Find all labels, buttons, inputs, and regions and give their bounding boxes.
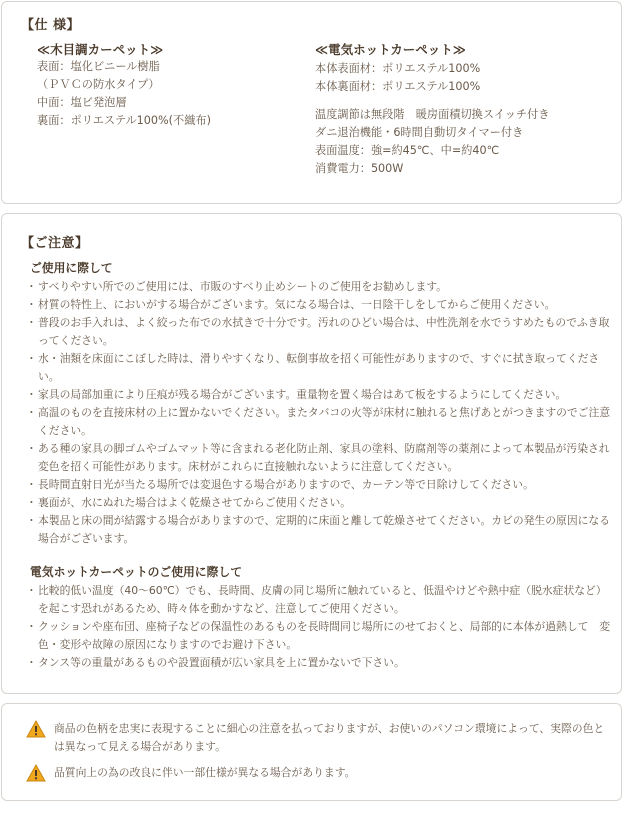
list-item: ・ 材質の特性上、においがする場合がございます。気になる場合は、一日陰干しをしてからご使用ください。 xyxy=(26,298,556,311)
list-item: ・ 本製品と床の間が結露する場合がありますので、定期的に床面と離して乾燥させてください。カビの発生の原因になる場合がございます。 xyxy=(26,514,611,545)
usage-notes-list xyxy=(26,278,616,548)
list-item: ・ 水・油類を床面にこぼした時は、滑りやすくなり、転倒事故を招く可能性がありますので、すぐに拭き取ってください。 xyxy=(26,352,600,383)
list-item: ・ 家具の局部加重により圧痕が残る場合がございます。重量物を置く場合はあて板をするようにしてください。 xyxy=(26,388,567,401)
spec-title: 【仕 様】 xyxy=(21,18,81,33)
spec-section xyxy=(1,1,622,204)
wood-spec-line: 中面：塩ビ発泡層 xyxy=(37,96,127,109)
hot-spec-line: 本体表面材：ポリエステル100% xyxy=(315,62,481,75)
spec-change-disclaimer-text: 品質向上の為の改良に伴い一部仕様が異なる場合があります。 xyxy=(54,766,356,779)
caution-title: 【ご注意】 xyxy=(21,236,89,251)
list-item: ・ ある種の家具の脚ゴムやゴムマット等に含まれる老化防止剤、家具の塗料、防腐剤等の薬剤によって本製品が汚染され変色を招く可能性があります。床材がこれらに直接触れないように注意してください。 xyxy=(26,442,610,473)
list-item: ・ 裏面が、水にぬれた場合はよく乾燥させてからご使用ください。 xyxy=(26,496,352,509)
list-item: ・ 長時間直射日光が当たる場所では変退色する場合がありますので、カーテン等で日除けしてください。 xyxy=(26,478,534,491)
wood-spec-line: 裏面：ポリエステル100%(不織布) xyxy=(37,114,211,127)
wood-spec-line: （ＰＶＣの防水タイプ） xyxy=(37,78,160,91)
caution-section xyxy=(1,213,622,694)
warning-icon xyxy=(26,720,46,738)
wood-carpet-title: ≪木目調カーペット≫ xyxy=(37,42,164,57)
list-item: ・ 比較的低い温度（40〜60℃）でも、長時間、皮膚の同じ場所に触れていると、低温やけどや熱中症（脱水症状など）を起こす恐れがあるため、時々体を動かすなど、注意してご使用ください。 xyxy=(26,584,607,615)
hot-spec-line: ダニ退治機能・6時間自動切タイマー付き xyxy=(315,126,524,139)
warning-section xyxy=(1,703,622,801)
hot-spec-line: 消費電力：500W xyxy=(315,162,404,175)
list-item: ・ タンス等の重量があるものや設置面積が広い家具を上に置かないで下さい。 xyxy=(26,656,405,669)
list-item: ・ すべりやすい所でのご使用には、市販のすべり止めシートのご使用をお勧めします。 xyxy=(26,280,447,293)
wood-spec-line: 表面：塩化ビニール樹脂 xyxy=(37,60,160,73)
warning-row xyxy=(26,720,614,756)
usage-subtitle: ご使用に際して xyxy=(30,261,113,275)
hot-spec-line: 本体裏面材：ポリエステル100% xyxy=(315,80,481,93)
hot-carpet-title: ≪電気ホットカーペット≫ xyxy=(315,42,466,57)
hot-spec-line: 温度調節は無段階 暖房面積切換スイッチ付き xyxy=(315,108,550,121)
hot-notes-list xyxy=(26,582,616,672)
list-item: ・ 普段のお手入れは、よく絞った布での水拭きで十分です。汚れのひどい場合は、中性洗剤を水でうすめたものでふき取ってください。 xyxy=(26,316,610,347)
hot-spec-line: 表面温度：強=約45℃、中=約40℃ xyxy=(315,144,500,157)
list-item: ・ クッションや座布団、座椅子などの保温性のあるものを長時間同じ場所にのせておくと、局部的に本体が過熱して 変色・変形や故障の原因になりますのでお避け下さい。 xyxy=(26,620,611,651)
warning-icon xyxy=(26,764,46,782)
color-disclaimer-text: 商品の色柄を忠実に表現することに細心の注意を払っておりますが、お使いのパソコン環境によって、実際の色とは異なって見える場合があります。 xyxy=(54,722,605,753)
list-item: ・ 高温のものを直接床材の上に置かないでください。またタバコの火等が床材に触れると焦げあとがつきますのでご注意ください。 xyxy=(26,406,611,437)
hot-carpet-subtitle: 電気ホットカーペットのご使用に際して xyxy=(30,565,242,579)
warning-row xyxy=(26,764,614,782)
